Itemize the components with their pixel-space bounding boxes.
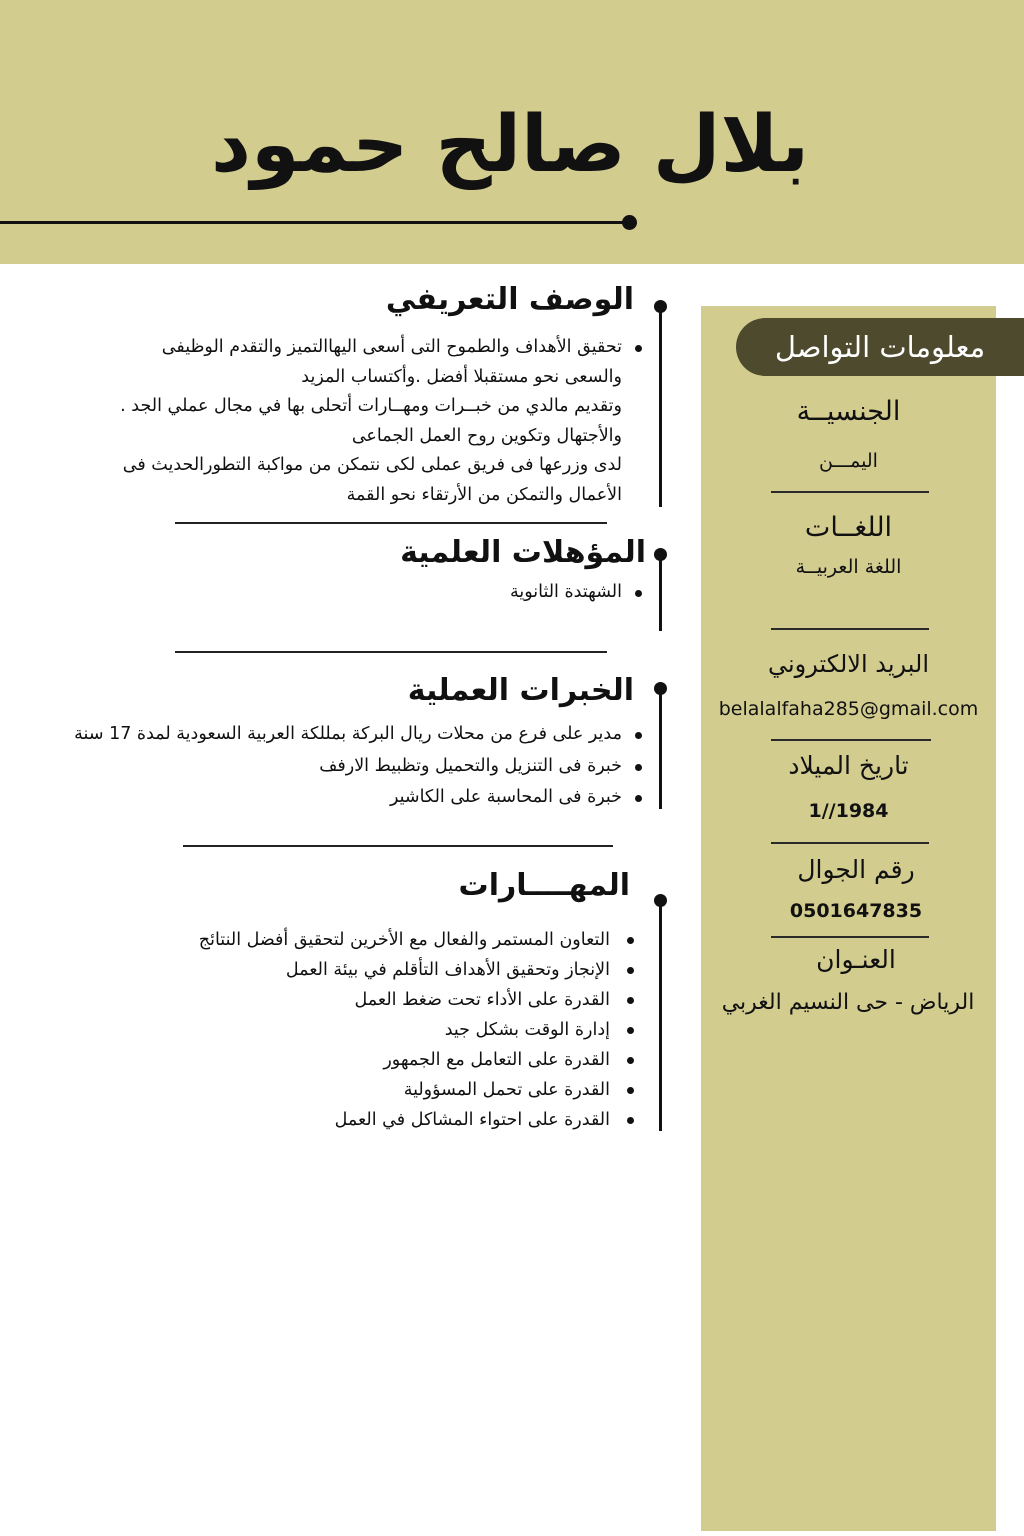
profile-line: والأجتهال وتكوين روح العمل الجماعى [351,425,622,446]
timeline-line [659,689,662,809]
birth-date-value: 1//1984 [808,800,889,822]
section-divider [175,522,607,524]
languages-label: اللغــات [804,512,893,543]
experience-item: مدير على فرع من محلات ريال البركة بمللكة العربية السعودية لمدة 17 سنة [74,719,622,751]
address-label: العنـوان [816,945,896,974]
experience-item: خبرة فى التنزيل والتحميل وتظبيط الارفف [74,751,622,783]
phone-label: رقم الجوال [797,855,915,884]
languages-value: اللغة العربيــة [795,556,902,578]
experience-title: الخبرات العملية [407,673,634,708]
skill-item: التعاون المستمر والفعال مع الأخرين لتحقيق أفضل النتائج [199,925,610,955]
skills-list [199,925,610,1135]
skill-item: القدرة على تحمل المسؤولية [199,1075,610,1105]
education-list [510,577,622,609]
profile-line: لدى وزرعها فى فريق عملى لكى نتمكن من مواكبة التطورالحديث فى [122,455,622,475]
experience-list [74,719,622,814]
profile-title: الوصف التعريفي [385,282,634,317]
profile-line: وتقديم مالدي من خبــرات ومهــارات أتحلى بها في مجال عملي الجد . [120,396,622,416]
timeline-line [659,901,662,1131]
profile-line: والسعى نحو مستقبلا أفضل .وأكتساب المزيد [301,366,622,387]
timeline-line [659,307,662,507]
phone-value[interactable]: 0501647835 [789,900,923,922]
name-underline [0,221,628,224]
birth-date-label: تاريخ الميلاد [788,751,909,780]
skill-item: إدارة الوقت بشكل جيد [199,1015,610,1045]
skill-item: القدرة على الأداء تحت ضغط العمل [199,985,610,1015]
profile-line: الأعمال والتمكن من الأرتقاء نحو القمة [346,484,622,505]
nationality-value: اليمـــن [819,450,878,472]
timeline-line [659,555,662,631]
email-label: البريد الالكتروني [767,650,930,678]
name-underline-dot [622,215,637,230]
experience-item: خبرة فى المحاسبة على الكاشير [74,782,622,814]
skills-title: المهــــارات [458,868,630,903]
skill-item: الإنجاز وتحقيق الأهداف التأقلم في بيئة العمل [199,955,610,985]
section-divider [175,651,607,653]
education-title: المؤهلات العلمية [400,535,646,570]
section-divider [183,845,613,847]
skill-item: القدرة على احتواء المشاكل في العمل [199,1105,610,1135]
sidebar-divider [771,628,929,630]
person-name: بلال صالح حمود [210,100,810,190]
email-value[interactable]: belalalfaha285@gmail.com [718,698,979,720]
sidebar-divider [771,491,929,493]
sidebar-divider [771,936,929,938]
sidebar-divider [771,739,931,741]
education-item: الشهتدة الثانوية [510,577,622,609]
nationality-label: الجنسيــة [796,396,901,427]
address-value: الرياض - حى النسيم الغربي [721,990,975,1015]
sidebar-divider [771,842,929,844]
contact-title: معلومات التواصل [736,318,1024,376]
profile-line: تحقيق الأهداف والطموح التى أسعى اليهاالتميز والتقدم الوظيفى [120,333,622,363]
profile-list [120,333,622,510]
skill-item: القدرة على التعامل مع الجمهور [199,1045,610,1075]
